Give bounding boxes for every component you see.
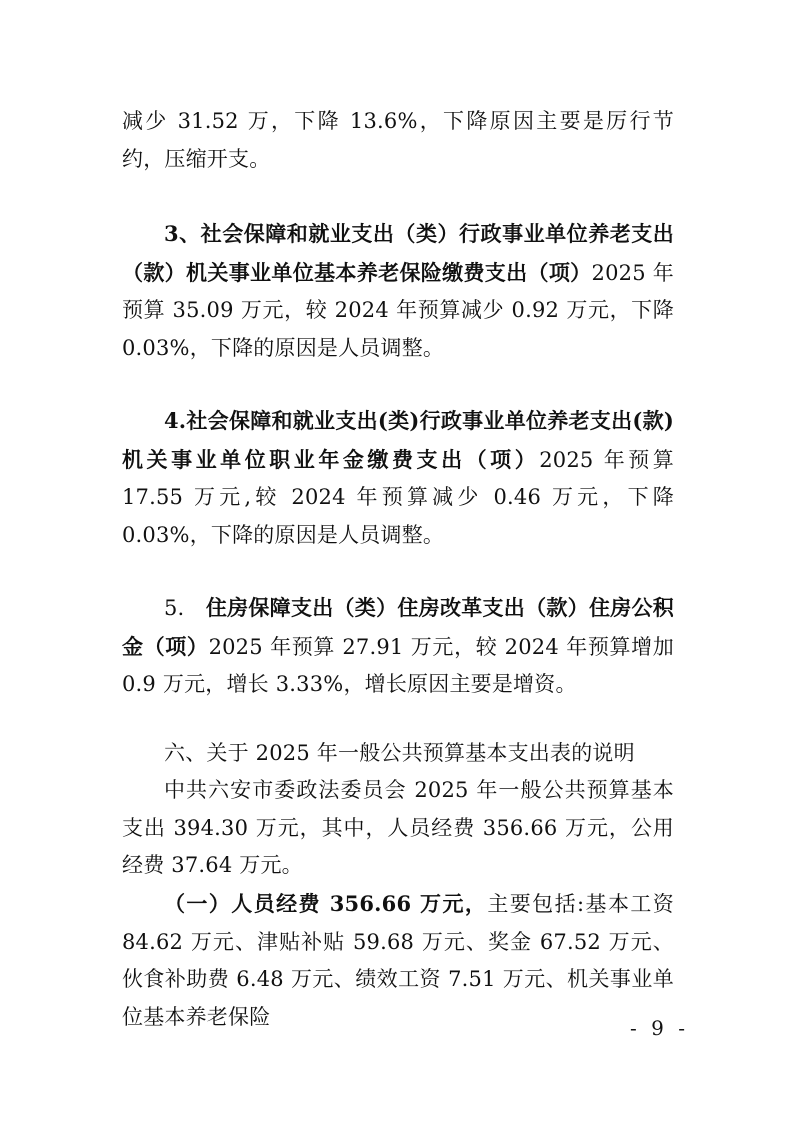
paragraph-item-5: [122, 589, 674, 704]
item-5-number: 5.: [164, 596, 206, 620]
personnel-body: 主要包括:基本工资 84.62 万元、津贴补贴 59.68 万元、奖金 67.52 万元、伙食补助费 6.48 万元、绩效工资 7.51 万元、机关事业单位基本养老保险: [122, 892, 674, 1029]
paragraph-personnel-expenses: [122, 885, 674, 1036]
item-5-heading: 住房保障支出（类）住房改革支出（款）住房公积金（项）: [122, 595, 674, 659]
personnel-heading: （一）人员经费 356.66 万元，: [164, 891, 488, 916]
paragraph-basic-expenditure: 中共六安市委政法委员会 2025 年一般公共预算基本支出 394.30 万元，其中，人员经费 356.66 万元，公用经费 37.64 万元。: [122, 778, 674, 878]
item-3-body: 2025 年预算 35.09 万元，较 2024 年预算减少 0.92 万元，下降 0.03%，下降的原因是人员调整。: [122, 260, 674, 360]
item-4-heading: 4.社会保障和就业支出(类)行政事业单位养老支出(款)机关事业单位职业年金缴费支出（项）: [122, 408, 674, 472]
page-number: - 9 -: [630, 1016, 689, 1040]
section-heading-6: 六、关于 2025 年一般公共预算基本支出表的说明: [164, 741, 635, 765]
paragraph-item-4: [122, 402, 674, 554]
item-5-body: 2025 年预算 27.91 万元，较 2024 年预算增加 0.9 万元，增长 3.33%，增长原因主要是增资。: [122, 634, 674, 697]
item-3-heading: 3、社会保障和就业支出（类）行政事业单位养老支出（款）机关事业单位基本养老保险缴费支出（项）: [122, 221, 674, 285]
paragraph-item-3: [122, 215, 674, 367]
paragraph-continuation: 减少 31.52 万，下降 13.6%，下降原因主要是厉行节约，压缩开支。: [122, 109, 674, 171]
item-4-body: 2025 年预算 17.55 万元,较 2024 年预算减少 0.46 万元，下降 0.03%，下降的原因是人员调整。: [122, 447, 674, 547]
